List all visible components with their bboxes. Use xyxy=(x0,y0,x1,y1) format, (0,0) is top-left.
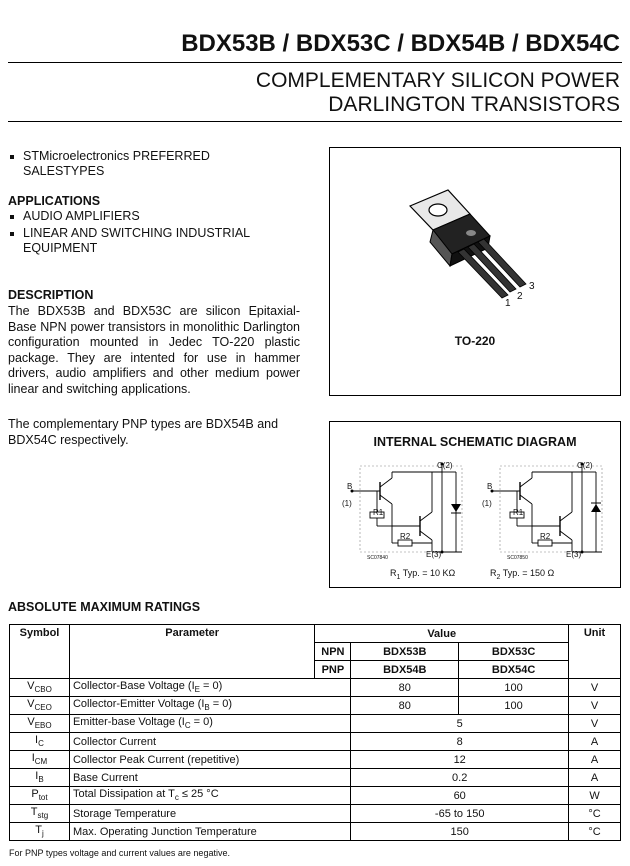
value-cell: 60 xyxy=(351,787,569,805)
npn-darlington-schematic-icon xyxy=(350,458,468,562)
subtitle-line2: DARLINGTON TRANSISTORS xyxy=(328,93,620,116)
pnp-bdx54b: BDX54B xyxy=(351,661,459,679)
symbol-cell: $V_{CBO}$ xyxy=(10,679,70,697)
parameter-cell: Collector Current xyxy=(69,733,350,751)
value-cell: 0.2 xyxy=(351,769,569,787)
value-cell: 8 xyxy=(351,733,569,751)
value-cell-b: 80 xyxy=(351,679,459,697)
unit-cell: °C xyxy=(569,805,621,823)
r2-typical-value: $R_2$ Typ. = 150 Ω xyxy=(490,568,555,581)
unit-cell: °C xyxy=(569,823,621,841)
symbol-cell: $V_{EBO}$ xyxy=(10,715,70,733)
description-paragraph1: The BDX53B and BDX53C are silicon Epitaxial-Base NPN power transistors in monolithic Darlington configuration mounted in Jedec TO-220 plastic package. They are intented for use in hammer drivers, audio amplifiers and other medium power linear and switching applications. xyxy=(8,304,300,396)
table-row xyxy=(10,733,621,751)
description-heading: DESCRIPTION xyxy=(8,288,94,302)
applications-heading: APPLICATIONS xyxy=(8,194,101,208)
symbol-cell: $T_j$ xyxy=(10,823,70,841)
to220-package-icon xyxy=(330,148,620,395)
description-paragraph2: The complementary PNP types are BDX54B and BDX54C respectively. xyxy=(8,417,279,447)
col-unit-header: Unit xyxy=(569,625,621,679)
symbol-cell: $I_B$ xyxy=(10,769,70,787)
part-numbers-title: BDX53B / BDX53C / BDX54B / BDX54C xyxy=(181,30,620,57)
value-cell-c: 100 xyxy=(459,679,569,697)
unit-cell: V xyxy=(569,715,621,733)
value-cell: 150 xyxy=(351,823,569,841)
package-box xyxy=(329,147,621,396)
r1-typical-value: $R_1$ Typ. = 10 KΩ xyxy=(390,568,456,581)
col-symbol-header: Symbol xyxy=(10,625,70,679)
schematic-right-r1-label: R1 xyxy=(513,508,524,517)
parameter-cell: Total Dissipation at $T_c \le 25$ °C xyxy=(69,787,350,805)
application-item-linear-line1: LINEAR AND SWITCHING INDUSTRIAL xyxy=(23,226,251,240)
parameter-cell: Collector-Emitter Voltage $(I_B = 0)$ xyxy=(69,697,350,715)
schematic-right-c-label: C(2) xyxy=(577,461,593,470)
symbol-cell: $I_C$ xyxy=(10,733,70,751)
feature-preferred-line1: STMicroelectronics PREFERRED xyxy=(23,149,210,163)
schematic-title: INTERNAL SCHEMATIC DIAGRAM xyxy=(373,435,577,449)
value-cell: 5 xyxy=(351,715,569,733)
parameter-cell: Base Current xyxy=(69,769,350,787)
npn-label: NPN xyxy=(315,643,351,661)
unit-cell: W xyxy=(569,787,621,805)
header-rule-top xyxy=(8,62,622,63)
schematic-left-r1-label: R1 xyxy=(373,508,384,517)
table-row xyxy=(10,715,621,733)
unit-cell: A xyxy=(569,751,621,769)
schematic-left-c-label: C(2) xyxy=(437,461,453,470)
table-row xyxy=(10,805,621,823)
value-cell: -65 to 150 xyxy=(351,805,569,823)
schematic-left-r2-label: R2 xyxy=(400,532,411,541)
schematic-left-e-label: E(3) xyxy=(426,550,442,559)
application-item-audio xyxy=(8,209,140,224)
subtitle-line1: COMPLEMENTARY SILICON POWER xyxy=(255,69,620,92)
parameter-cell: Max. Operating Junction Temperature xyxy=(69,823,350,841)
parameter-cell: Collector-Base Voltage $(I_E = 0)$ xyxy=(69,679,350,697)
schematic-right-e-label: E(3) xyxy=(566,550,582,559)
schematic-left-code: SC07840 xyxy=(367,555,388,561)
application-item-linear xyxy=(8,226,250,256)
schematic-right-b-label: B xyxy=(487,482,493,491)
npn-bdx53c: BDX53C xyxy=(459,643,569,661)
parameter-cell: Emitter-base Voltage $(I_C = 0)$ xyxy=(69,715,350,733)
table-row xyxy=(10,751,621,769)
pnp-darlington-schematic-icon xyxy=(490,458,608,562)
application-item-audio-text: AUDIO AMPLIFIERS xyxy=(23,209,140,223)
symbol-cell: $T_{stg}$ xyxy=(10,805,70,823)
table-row xyxy=(10,787,621,805)
schematic-right-code: SC07850 xyxy=(507,555,528,561)
symbol-cell: $I_{CM}$ xyxy=(10,751,70,769)
schematic-right-b-pin: (1) xyxy=(482,499,492,508)
table-row xyxy=(10,679,621,697)
feature-preferred-line2: SALESTYPES xyxy=(23,164,105,178)
value-cell-b: 80 xyxy=(351,697,459,715)
package-name: TO-220 xyxy=(454,334,496,348)
ratings-footnote: For PNP types voltage and current values are negative. xyxy=(9,848,230,858)
unit-cell: A xyxy=(569,769,621,787)
schematic-box xyxy=(329,421,621,588)
pin-label-1: 1 xyxy=(505,298,511,309)
schematic-right-r2-label: R2 xyxy=(540,532,551,541)
unit-cell: A xyxy=(569,733,621,751)
pin-label-2: 2 xyxy=(517,291,523,302)
col-parameter-header: Parameter xyxy=(69,625,314,679)
header-rule-bottom xyxy=(8,121,622,122)
col-value-header: Value xyxy=(315,625,569,643)
parameter-cell: Storage Temperature xyxy=(69,805,350,823)
unit-cell: V xyxy=(569,679,621,697)
pnp-bdx54c: BDX54C xyxy=(459,661,569,679)
table-row xyxy=(10,769,621,787)
application-item-linear-line2: EQUIPMENT xyxy=(23,241,98,255)
table-row xyxy=(10,697,621,715)
symbol-cell: $P_{tot}$ xyxy=(10,787,70,805)
value-cell-c: 100 xyxy=(459,697,569,715)
ratings-table xyxy=(9,624,621,841)
value-cell: 12 xyxy=(351,751,569,769)
schematic-left-b-pin: (1) xyxy=(342,499,352,508)
ratings-heading: ABSOLUTE MAXIMUM RATINGS xyxy=(8,600,201,614)
schematic-left-b-label: B xyxy=(347,482,353,491)
ratings-header-row xyxy=(10,625,621,643)
symbol-cell: $V_{CEO}$ xyxy=(10,697,70,715)
pnp-label: PNP xyxy=(315,661,351,679)
npn-bdx53b: BDX53B xyxy=(351,643,459,661)
feature-preferred xyxy=(8,149,210,179)
pin-label-3: 3 xyxy=(529,281,535,292)
unit-cell: V xyxy=(569,697,621,715)
table-row xyxy=(10,823,621,841)
parameter-cell: Collector Peak Current (repetitive) xyxy=(69,751,350,769)
